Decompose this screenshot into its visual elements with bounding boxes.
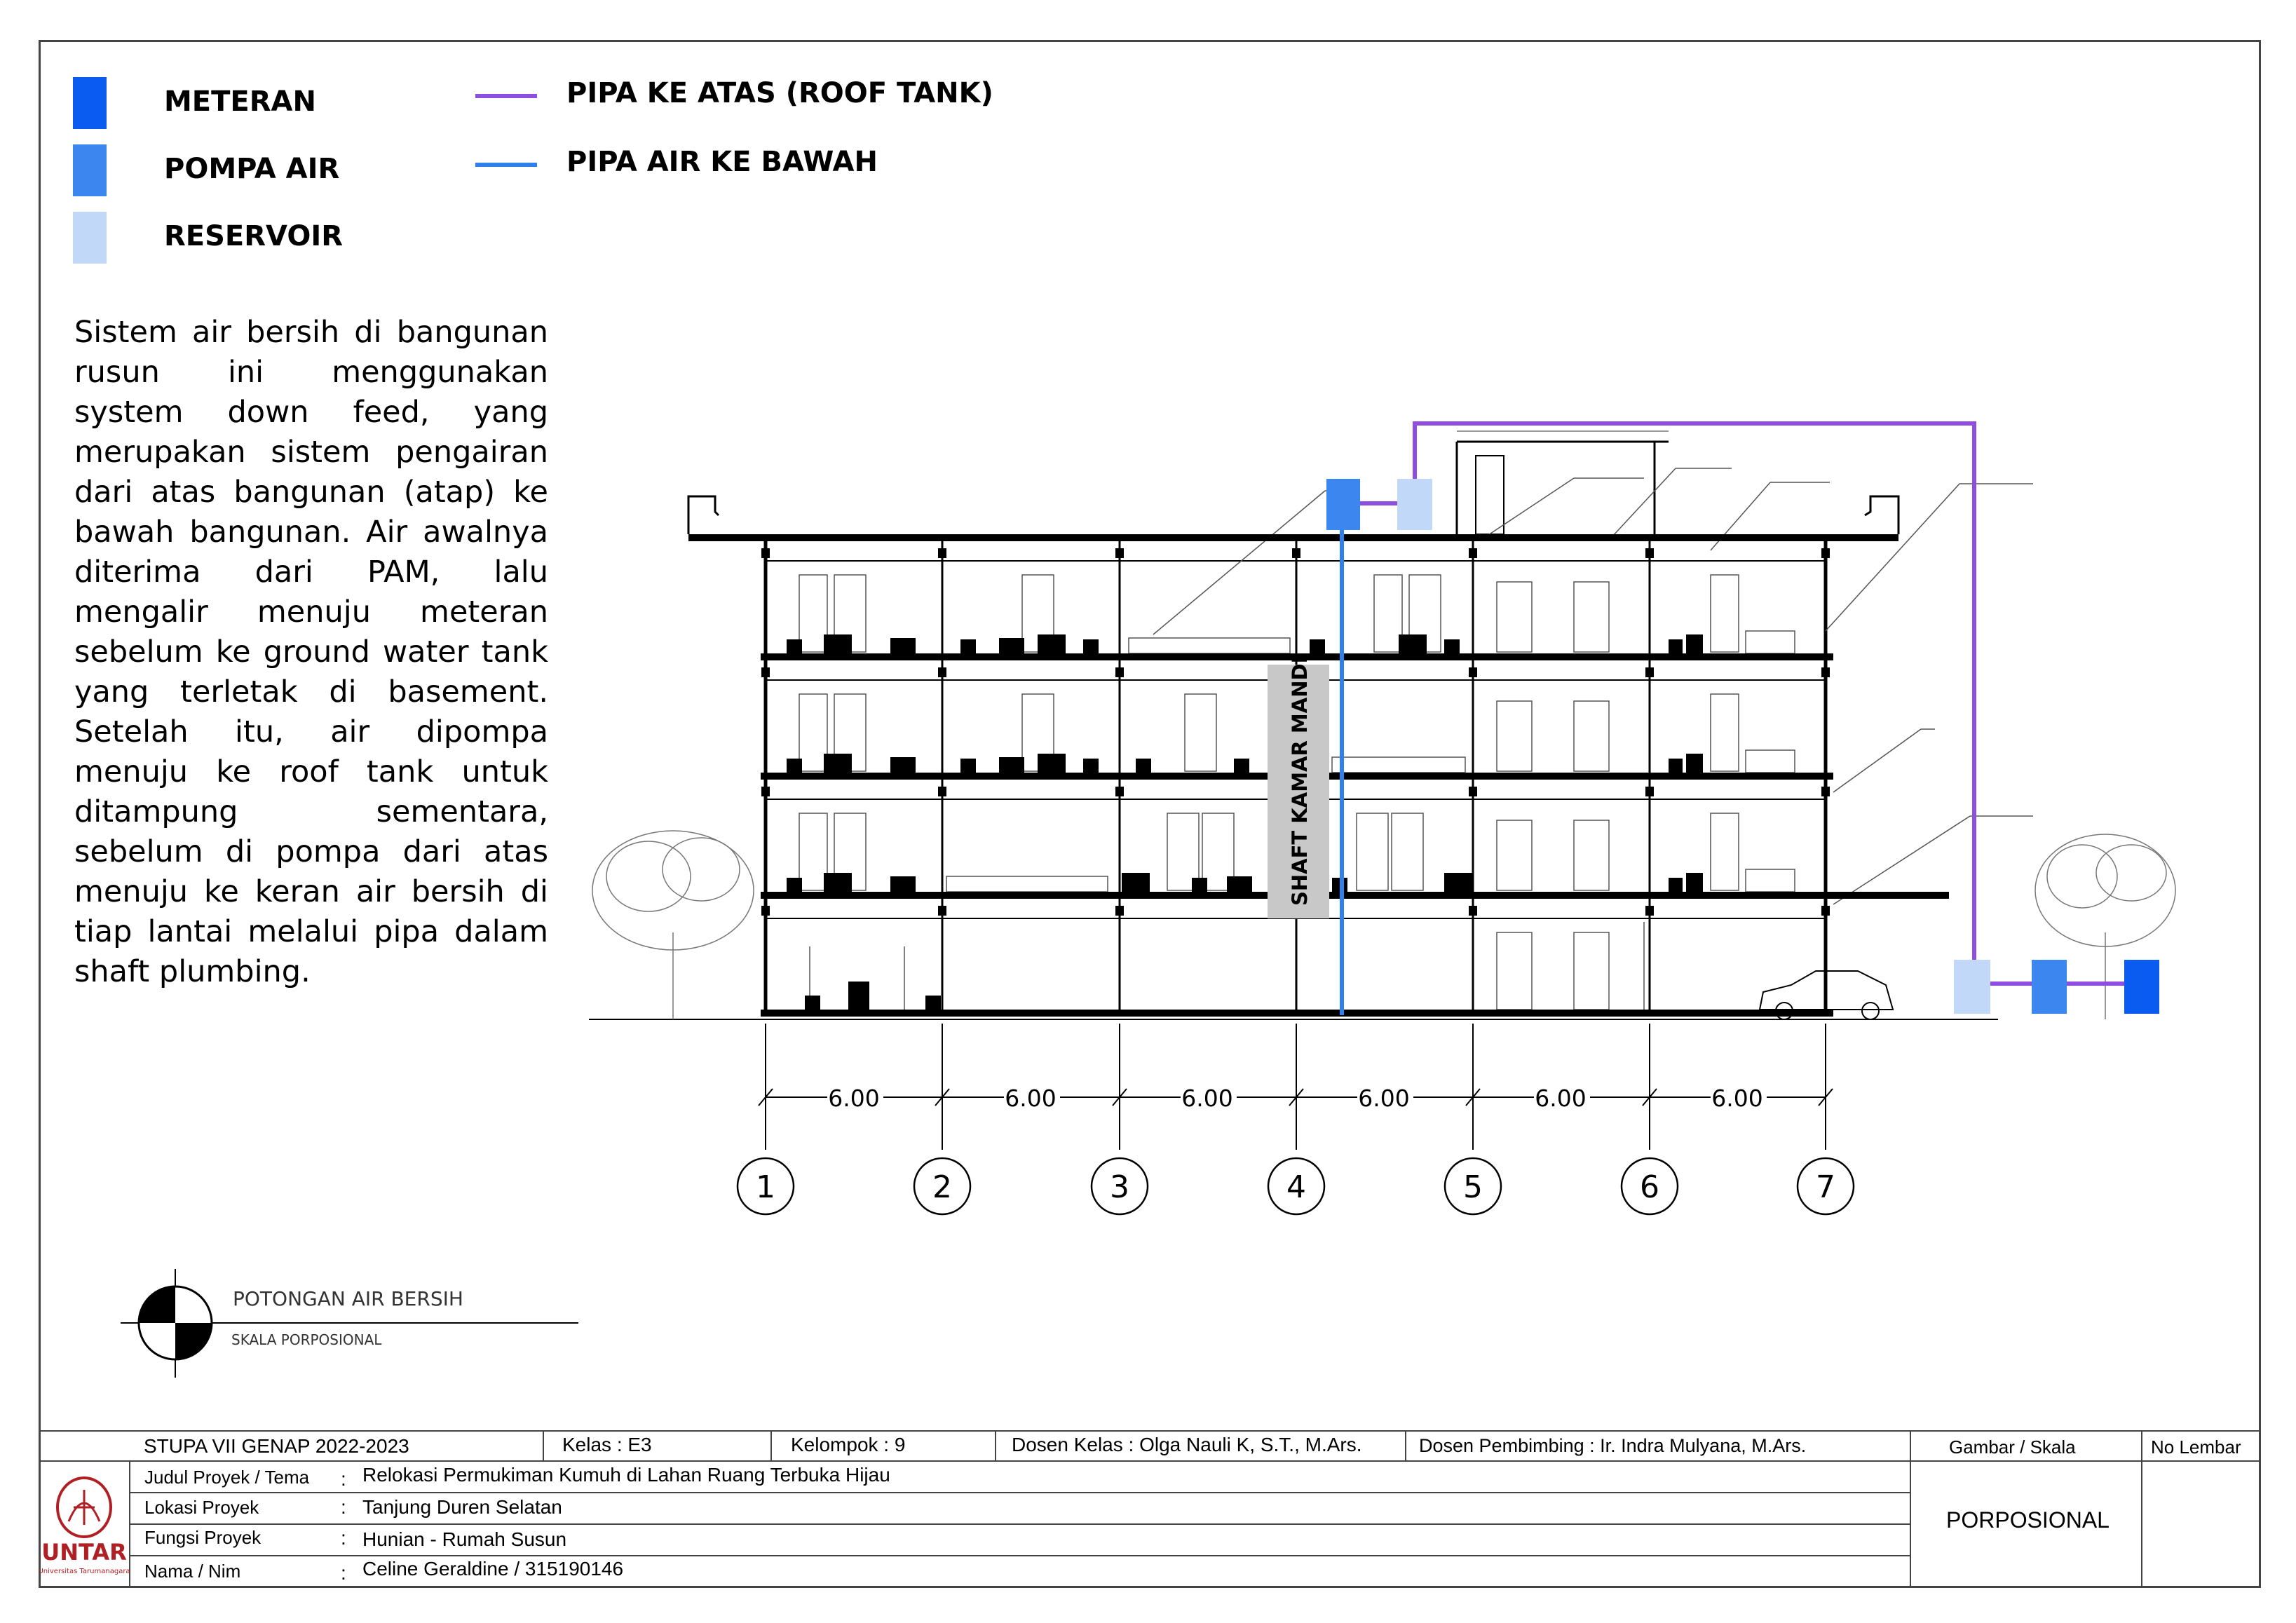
parapet-left (688, 496, 719, 534)
tb-course: STUPA VII GENAP 2022-2023 (144, 1435, 409, 1457)
tb-dosen-kelas: Dosen Kelas : Olga Nauli K, S.T., M.Ars. (1012, 1434, 1362, 1455)
ground-water-tank (1954, 960, 1990, 1014)
tb-nama-value: Celine Geraldine / 315190146 (362, 1558, 624, 1580)
grid-label-6: 6 (1640, 1169, 1659, 1205)
logo-subtext: Universitas Tarumanagara (38, 1568, 130, 1575)
tb-no-lembar: No Lembar (2151, 1437, 2241, 1458)
span-1: 6.00 (828, 1085, 880, 1112)
tb-dosen-pembimbing: Dosen Pembimbing : Ir. Indra Mulyana, M.Ars. (1419, 1435, 1807, 1456)
grid-label-1: 1 (756, 1169, 775, 1205)
span-4: 6.00 (1358, 1085, 1410, 1112)
span-6: 6.00 (1711, 1085, 1763, 1112)
roof-pump (1326, 479, 1360, 530)
logo-text: UNTAR (41, 1539, 127, 1566)
dimension-line (759, 1024, 1833, 1150)
grid-label-3: 3 (1110, 1169, 1129, 1205)
tb-skala-value: PORPOSIONAL (1946, 1507, 2110, 1533)
tb-judul-value: Relokasi Permukiman Kumuh di Lahan Ruang Terbuka Hijau (362, 1464, 890, 1486)
tb-colon-3: : (341, 1527, 346, 1549)
tb-lokasi-label: Lokasi Proyek (144, 1497, 259, 1518)
legend-label-pipa-bawah: PIPA AIR KE BAWAH (566, 146, 878, 178)
grid-label-4: 4 (1286, 1169, 1306, 1205)
slab-level-1 (761, 892, 1949, 899)
span-3: 6.00 (1181, 1085, 1233, 1112)
section-scale: SKALA PORPOSIONAL (231, 1331, 382, 1348)
legend-label-meteran: METERAN (164, 86, 316, 118)
section-title: POTONGAN AIR BERSIH (233, 1287, 463, 1310)
legend-label-pompa: POMPA AIR (164, 153, 340, 185)
span-5: 6.00 (1535, 1085, 1587, 1112)
water-meter (2124, 960, 2159, 1014)
tb-fungsi-label: Fungsi Proyek (144, 1527, 261, 1548)
pipe-to-roof-tank (1415, 423, 1974, 984)
slab-ground (761, 1010, 1833, 1017)
tb-colon-1: : (341, 1468, 346, 1490)
tb-kelas: Kelas : E3 (562, 1434, 652, 1455)
ground-pump (2032, 960, 2067, 1014)
tb-colon-2: : (341, 1496, 346, 1518)
legend-label-reservoir: RESERVOIR (164, 220, 343, 252)
grid-label-5: 5 (1463, 1169, 1483, 1205)
roof-reservoir (1397, 479, 1432, 530)
tb-kelompok: Kelompok : 9 (791, 1434, 906, 1455)
grid-label-7: 7 (1816, 1169, 1835, 1205)
tb-fungsi-value: Hunian - Rumah Susun (362, 1528, 567, 1550)
tb-judul-label: Judul Proyek / Tema (144, 1467, 310, 1488)
grid-label-2: 2 (932, 1169, 952, 1205)
shaft-label: SHAFT KAMAR MANDI (1288, 656, 1312, 906)
furniture (787, 634, 1703, 1010)
legend-label-pipa-atas: PIPA KE ATAS (ROOF TANK) (566, 77, 993, 109)
tree-left (592, 831, 754, 1019)
span-2: 6.00 (1005, 1085, 1057, 1112)
untar-logo (57, 1478, 111, 1537)
tb-colon-4: : (341, 1562, 346, 1584)
roof-slab (688, 534, 1898, 541)
tb-nama-label: Nama / Nim (144, 1561, 241, 1582)
tb-lokasi-value: Tanjung Duren Selatan (362, 1496, 562, 1518)
description-text: Sistem air bersih di bangunan rusun ini menggunakan system down feed, yang merupakan sistem pengairan dari atas bangunan (atap) ke bawah bangunan. Air awalnya diterima dari PAM, lalu mengalir menuju meteran sebelum ke ground water tank yang terletak di basement. Setelah itu, air dipompa menuju ke roof tank untuk ditampung sementara, sebelum di pompa dari atas menuju ke keran air bersih di tiap lantai melalui pipa dalam shaft plumbing. (74, 315, 548, 989)
tb-gambar-skala: Gambar / Skala (1949, 1437, 2076, 1458)
section-symbol (121, 1269, 578, 1378)
parapet-right (1865, 496, 1898, 534)
